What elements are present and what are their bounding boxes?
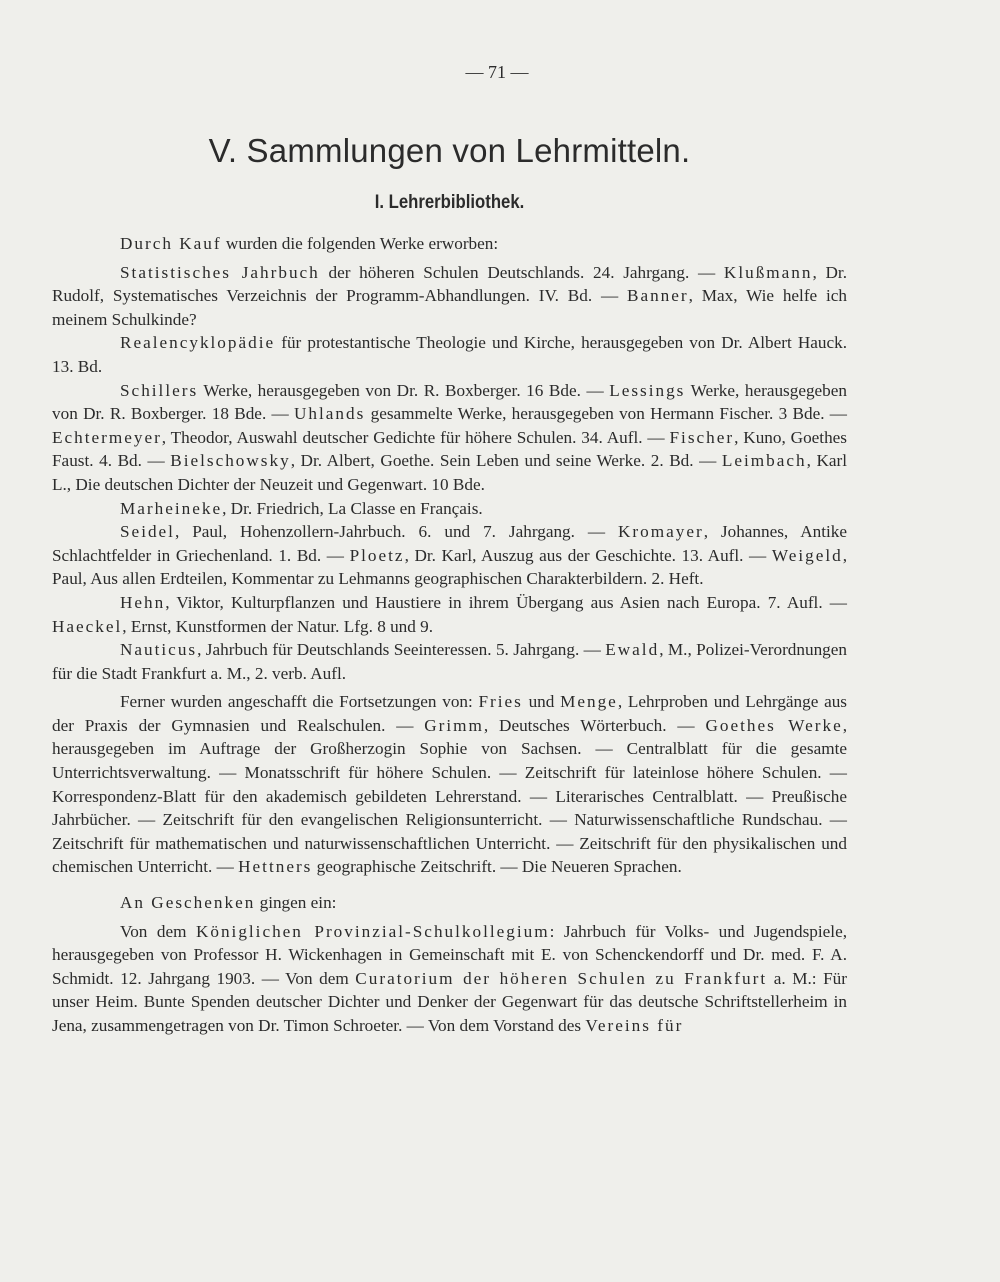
spaced-emphasis: Lessings: [609, 380, 686, 400]
spaced-emphasis: Durch Kauf: [120, 234, 222, 253]
spaced-emphasis: Banner: [627, 286, 689, 306]
spaced-emphasis: Bielschowsky: [170, 451, 291, 471]
spaced-emphasis: Schillers: [120, 380, 199, 400]
paragraph-text: für protestantische Theologie und Kirche, herausgegeben von Dr. Albert Hauck. 13. Bd.: [52, 333, 847, 376]
paragraph-text: , Dr. Karl, Auszug aus der Geschichte. 13. Aufl. —: [404, 545, 772, 565]
spaced-emphasis: Ewald: [605, 640, 660, 660]
spaced-emphasis: Echtermeyer: [52, 427, 162, 447]
paragraph-text: gingen ein:: [255, 893, 337, 913]
paragraph-text: der höheren Schulen Deutschlands. 24. Jahrgang. —: [319, 262, 724, 282]
spaced-emphasis: Hehn: [120, 592, 166, 612]
paragraph-text: , Paul, Aus allen Erdteilen, Kommentar zu Lehmanns geographischen Charakterbildern. 2. Heft.: [52, 545, 847, 589]
paragraph-text: , Max, Wie helfe ich meinem Schulkinde?: [52, 286, 848, 329]
paragraph-text: : Jahrbuch für Volks- und Jugendspiele, herausgegeben von Professor H. Wickenhagen in Gemeinschaft mit E. von Schenckendorff und Dr. med. F. A. Schmidt. 12. Jahrgang 1903. — Von dem: [52, 921, 847, 988]
paragraph-text: , herausgegeben im Auftrage der Großherzogin Sophie von Sachsen. — Centralblatt für die gesamte Unterrichtsverwaltung. — Monatsschrift für höhere Schulen. — Zeitschrift für lateinlose höhere Schulen. — Korrespondenz-Blatt für den akademisch gebildeten Lehrerstand. — Literarisches Centralblatt. — Preußische Jahrbücher. — Zeitschrift für den evangelischen Religionsunterricht. — Naturwissenschaftliche Rundschau. — Zeitschrift für mathematischen und naturwissenschaftlichen Unterricht. — Zeitschrift für den physikalischen und chemischen Unterricht. —: [52, 715, 847, 877]
paragraph-text: a. M.: Für unser Heim. Bunte Spenden deutscher Dichter und Denker der Gegenwart für das deutsche Schriftstellerheim in Jena, zusammengetragen von Dr. Timon Schroeter. — Von dem Vorstand des: [52, 968, 847, 1035]
section-title: I. Lehrerbibliothek.: [374, 192, 525, 213]
spaced-emphasis: Uhlands: [294, 404, 366, 424]
spaced-emphasis: Menge: [560, 692, 618, 712]
chapter-title: V. Sammlungen von Lehrmitteln.: [208, 132, 691, 169]
spaced-emphasis: Realencyklopädie: [120, 333, 276, 353]
paragraph-entry: [52, 591, 847, 638]
paragraph-text: , Kuno, Goethes Faust. 4. Bd. —: [52, 427, 847, 471]
paragraph-text: Ferner wurden angeschafft die Fortsetzungen von:: [120, 692, 479, 712]
paragraph-text: , Viktor, Kulturpflanzen und Haustiere in ihrem Übergang aus Asien nach Europa. 7. Aufl. —: [165, 592, 847, 612]
spaced-emphasis: Hettners: [238, 857, 313, 877]
spaced-emphasis: Haeckel: [52, 616, 123, 636]
paragraph-text: , Lehrproben und Lehrgänge aus der Praxis der Gymnasien und Realschulen. —: [52, 692, 847, 735]
paragraph-text: geographische Zeitschrift. — Die Neueren Sprachen.: [312, 857, 682, 877]
paragraph-text: , Dr. Rudolf, Systematisches Verzeichnis der Programm-Abhandlungen. IV. Bd. —: [52, 262, 847, 306]
spaced-emphasis: Seidel: [120, 522, 175, 542]
paragraph-text: Werke, herausgegeben von Dr. R. Boxberger. 16 Bde. —: [198, 380, 610, 400]
spaced-emphasis: Weigeld: [771, 545, 843, 565]
spaced-emphasis: Curatorium der höheren Schulen zu Frankfurt: [355, 968, 768, 988]
paragraph-text: und: [522, 692, 561, 712]
document-body: [52, 232, 847, 1038]
spaced-emphasis: Fischer: [669, 427, 735, 447]
spaced-emphasis: Ploetz: [349, 545, 405, 565]
spaced-emphasis: Kromayer: [618, 522, 704, 542]
spaced-emphasis: Königlichen Provinzial-Schulkollegium: [195, 921, 550, 941]
spaced-emphasis: Nauticus: [120, 640, 198, 660]
spaced-emphasis: Leimbach: [721, 451, 807, 471]
paragraph-entry: [52, 261, 847, 332]
spaced-emphasis: Klußmann: [723, 262, 813, 282]
spaced-emphasis: An Geschenken: [120, 893, 256, 913]
spaced-emphasis: Vereins für: [585, 1016, 684, 1035]
paragraph-text: , Dr. Friedrich, La Classe en Français.: [222, 498, 483, 518]
spaced-emphasis: Goethes Werke: [705, 715, 843, 735]
paragraph-text: , Theodor, Auswahl deutscher Gedichte für höhere Schulen. 34. Aufl. —: [161, 427, 670, 447]
paragraph-intro-gifts: [52, 891, 847, 915]
paragraph-text: , M., Polizei-Verordnungen für die Stadt Frankfurt a. M., 2. verb. Aufl.: [52, 640, 847, 683]
spaced-emphasis: Marheineke: [120, 498, 223, 518]
paragraph-entry: [52, 520, 847, 591]
paragraph-intro-purchase: [52, 232, 847, 256]
paragraph-text: , Johannes, Antike Schlachtfelder in Griechenland. 1. Bd. —: [52, 522, 847, 565]
paragraph-text: wurden die folgenden Werke erworben:: [221, 234, 499, 253]
spaced-emphasis: Grimm: [424, 715, 484, 735]
paragraph-gifts: [52, 920, 847, 1038]
paragraph-text: , Ernst, Kunstformen der Natur. Lfg. 8 und 9.: [122, 616, 434, 636]
paragraph-entry: [52, 638, 847, 685]
spaced-emphasis: Fries: [478, 692, 523, 712]
paragraph-text: Von dem: [120, 921, 196, 941]
paragraph-text: , Dr. Albert, Goethe. Sein Leben und seine Werke. 2. Bd. —: [290, 451, 722, 471]
paragraph-text: , Paul, Hohenzollern-Jahrbuch. 6. und 7. Jahrgang. —: [174, 522, 618, 542]
paragraph-continuations: [52, 690, 847, 879]
paragraph-text: gesammelte Werke, herausgegeben von Hermann Fischer. 3 Bde. —: [365, 404, 847, 424]
page-number: — 71 —: [465, 62, 529, 82]
paragraph-entry: [52, 331, 847, 378]
paragraph-text: Werke, herausgegeben von Dr. R. Boxberger. 18 Bde. —: [52, 380, 847, 424]
paragraph-text: , Jahrbuch für Deutschlands Seeinteressen. 5. Jahrgang. —: [197, 640, 606, 660]
spaced-emphasis: Statistisches Jahrbuch: [120, 262, 320, 282]
paragraph-entry: [52, 379, 847, 497]
paragraph-entry: [52, 497, 847, 521]
paragraph-text: , Karl L., Die deutschen Dichter der Neuzeit und Gegenwart. 10 Bde.: [52, 451, 847, 494]
paragraph-text: , Deutsches Wörterbuch. —: [483, 715, 706, 735]
